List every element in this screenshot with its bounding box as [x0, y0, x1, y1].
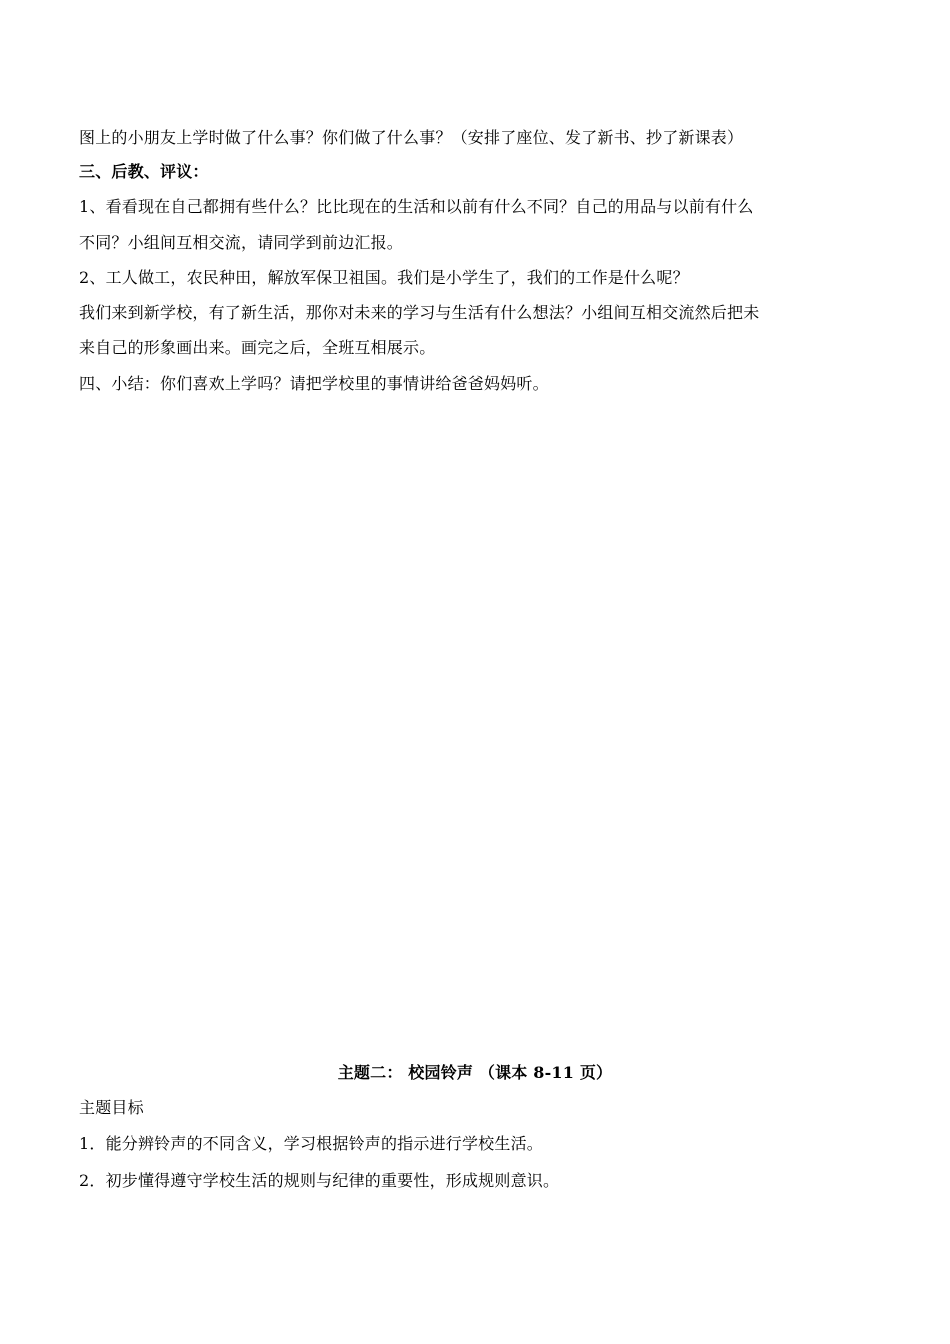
item-1-line-1: 1、看看现在自己都拥有些什么？比比现在的生活和以前有什么不同？自己的用品与以前有什么	[79, 197, 754, 216]
item-2-line-2: 我们来到新学校，有了新生活，那你对未来的学习与生活有什么想法？小组间互相交流然后把未	[79, 303, 760, 322]
theme-goals-subtitle: 主题目标	[79, 1098, 144, 1117]
item-2-line-1: 2、工人做工，农民种田，解放军保卫祖国。我们是小学生了，我们的工作是什么呢？	[79, 268, 689, 287]
item-1-line-2: 不同？小组间互相交流，请同学到前边汇报。	[79, 233, 404, 252]
item-2-line-3: 来自己的形象画出来。画完之后，全班互相展示。	[79, 338, 436, 357]
goal-item-1: 1．能分辨铃声的不同含义，学习根据铃声的指示进行学校生活。	[79, 1134, 543, 1153]
theme-title: 主题二： 校园铃声 （课本 8-11 页）	[337, 1063, 613, 1082]
intro-paragraph: 图上的小朋友上学时做了什么事？你们做了什么事？（安排了座位、发了新书、抄了新课表）	[79, 128, 744, 147]
section-heading-3: 三、后教、评议：	[79, 162, 209, 181]
goal-item-2: 2．初步懂得遵守学校生活的规则与纪律的重要性，形成规则意识。	[79, 1171, 560, 1190]
section-heading-4: 四、小结：你们喜欢上学吗？请把学校里的事情讲给爸爸妈妈听。	[79, 374, 549, 393]
